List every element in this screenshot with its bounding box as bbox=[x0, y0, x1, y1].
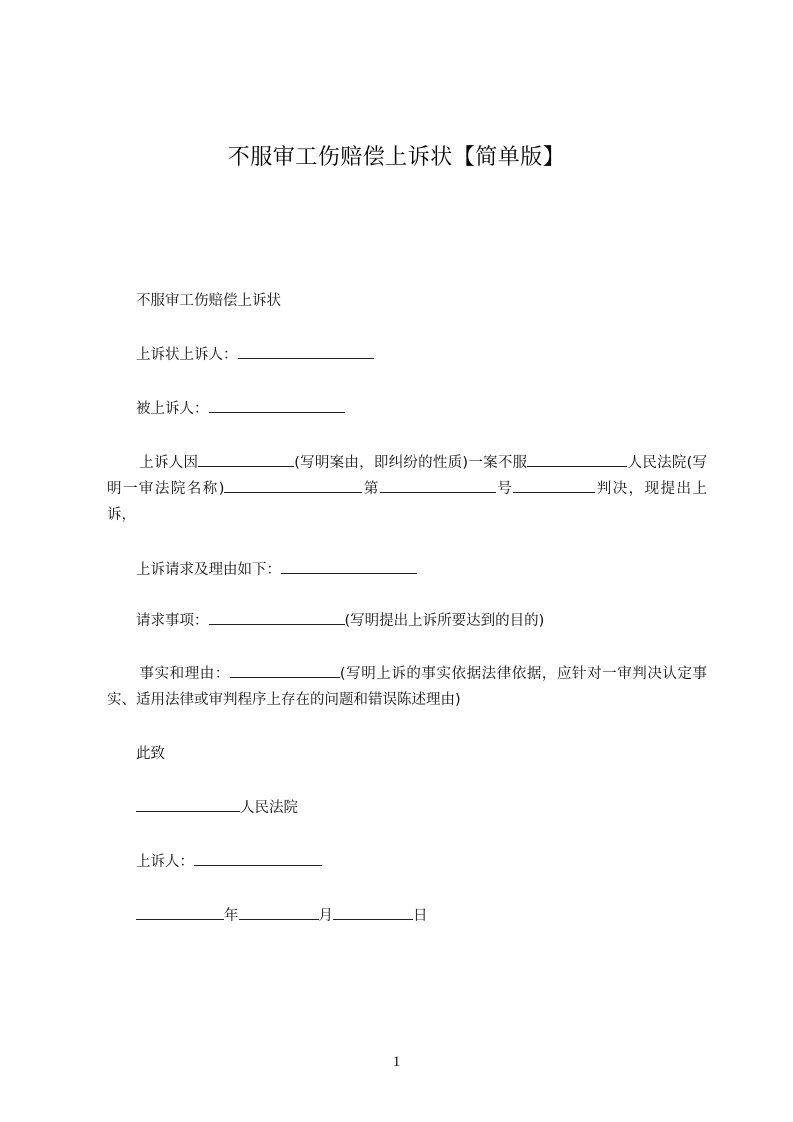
appellant-line bbox=[136, 342, 706, 368]
appellant-blank[interactable] bbox=[238, 344, 374, 359]
claims-intro-label: 上诉请求及理由如下： bbox=[136, 562, 281, 578]
facts-blank[interactable] bbox=[230, 663, 340, 678]
subtitle: 不服审工伤赔偿上诉状 bbox=[136, 293, 281, 309]
reason-text-5: 判决，现提出上诉， bbox=[107, 481, 708, 523]
reason-text-1: 上诉人因 bbox=[139, 455, 199, 471]
year-blank[interactable] bbox=[136, 905, 224, 920]
claims-intro-line bbox=[136, 557, 706, 583]
claims-blank[interactable] bbox=[281, 559, 417, 574]
request-note: (写明提出上诉所要达到的目的) bbox=[344, 613, 545, 629]
case-cause-blank[interactable] bbox=[198, 452, 294, 467]
signature-blank[interactable] bbox=[194, 851, 322, 866]
request-label: 请求事项： bbox=[136, 613, 209, 629]
appellee-label: 被上诉人： bbox=[136, 401, 209, 417]
reason-text-2: 人民法院(写明一审法院名称) bbox=[107, 455, 707, 497]
reason-text-4: 号 bbox=[495, 481, 514, 497]
appellant-label: 上诉状上诉人： bbox=[136, 347, 238, 363]
appellee-blank[interactable] bbox=[209, 398, 345, 413]
case-word-blank[interactable] bbox=[380, 478, 496, 493]
facts-label: 事实和理由： bbox=[139, 666, 230, 682]
facts-paragraph bbox=[107, 661, 707, 713]
closing: 此致 bbox=[136, 746, 165, 762]
court-name-blank[interactable] bbox=[136, 797, 240, 812]
month-label: 月 bbox=[318, 908, 333, 924]
court-blank[interactable] bbox=[527, 452, 627, 467]
request-blank[interactable] bbox=[209, 610, 345, 625]
court-suffix: 人民法院 bbox=[240, 800, 298, 816]
court-line bbox=[136, 795, 706, 821]
month-blank[interactable] bbox=[239, 905, 319, 920]
day-label: 日 bbox=[413, 908, 428, 924]
date-line bbox=[136, 903, 706, 929]
signature-line bbox=[136, 849, 706, 875]
day-blank[interactable] bbox=[333, 905, 413, 920]
signature-label: 上诉人： bbox=[136, 854, 194, 870]
year-label: 年 bbox=[224, 908, 239, 924]
page-number: 1 bbox=[392, 1054, 401, 1070]
reason-note-1: (写明案由，即纠纷的性质)一案不服 bbox=[294, 455, 528, 471]
document-title: 不服审工伤赔偿上诉状【简单版】 bbox=[227, 145, 566, 170]
appellee-line bbox=[136, 396, 706, 422]
facts-note: (写明上诉的事实依据法律依据，应针对一审判决认定事实、适用法律或审判程序上存在的问题和错误陈述理由) bbox=[107, 666, 708, 708]
case-number-blank[interactable] bbox=[513, 478, 595, 493]
reason-paragraph bbox=[107, 450, 707, 528]
case-year-blank[interactable] bbox=[224, 478, 362, 493]
reason-text-3: 第 bbox=[362, 481, 380, 497]
request-line bbox=[136, 608, 706, 634]
